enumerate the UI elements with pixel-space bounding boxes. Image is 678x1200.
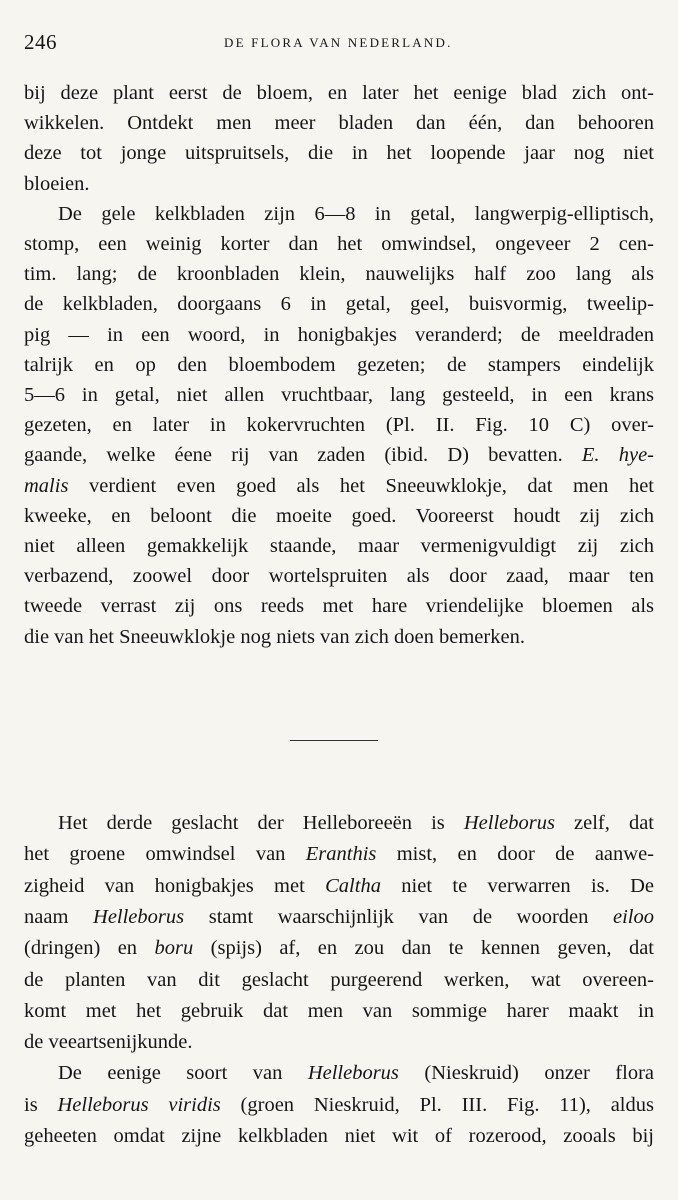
text-line <box>24 965 654 995</box>
running-head: DE FLORA VAN NEDERLAND. <box>224 35 453 50</box>
section-divider <box>290 740 378 741</box>
text-segment: is <box>24 1093 58 1116</box>
text-line <box>24 259 654 289</box>
text-segment: wikkelen. Ontdekt men meer bladen dan één, dan behooren <box>24 112 654 135</box>
text-segment: De eenige soort van <box>58 1062 308 1085</box>
text-segment: (groen Nieskruid, Pl. III. Fig. 11), aldus <box>220 1093 654 1116</box>
text-line <box>24 1058 654 1088</box>
text-segment: deze tot jonge uitspruitsels, die in het loopende jaar nog niet <box>24 142 654 165</box>
text-segment: de veeartsenijkunde. <box>24 1031 193 1054</box>
italic-term: Eranthis <box>305 843 377 866</box>
text-segment: (dringen) en <box>24 937 155 960</box>
text-line <box>24 871 654 901</box>
italic-term: Helleborus <box>463 812 555 834</box>
text-segment: (spijs) af, en zou dan te kennen geven, dat <box>193 937 654 960</box>
text-segment: 5—6 in getal, niet allen vruchtbaar, lang gesteeld, in een krans <box>24 384 654 406</box>
text-line <box>24 410 654 440</box>
text-segment: tweede verrast zij ons reeds met hare vriendelijke bloemen als <box>24 595 654 618</box>
italic-term: Helleborus viridis <box>57 1093 221 1116</box>
text-segment: het groene omwindsel van <box>24 843 306 866</box>
italic-term: E. hye- <box>581 444 655 467</box>
text-line <box>24 531 654 561</box>
text-segment: stomp, een weinig korter dan het omwindsel, ongeveer 2 cen- <box>24 233 654 255</box>
text-segment: die van het Sneeuwklokje nog niets van zich doen bemerken. <box>24 625 525 648</box>
text-segment: bij deze plant eerst de bloem, en later het eenige blad zich ont- <box>24 82 654 104</box>
text-segment: talrijk en op den bloembodem gezeten; de stampers eindelijk <box>24 353 654 376</box>
text-line <box>24 440 654 470</box>
text-line <box>24 169 654 199</box>
text-segment: gezeten, en later in kokervruchten (Pl. II. Fig. 10 C) over- <box>24 414 654 437</box>
italic-term: boru <box>154 937 194 960</box>
text-segment: gaande, welke éene rij van zaden (ibid. D) bevatten. <box>24 444 582 467</box>
text-segment: (Nieskruid) onzer flora <box>398 1062 654 1085</box>
italic-term: malis <box>24 474 69 497</box>
text-segment: de kelkbladen, doorgaans 6 in getal, geel, buisvormig, tweelip- <box>24 293 654 316</box>
text-line <box>24 471 654 501</box>
text-segment: stamt waarschijnlijk van de woorden <box>184 905 613 928</box>
text-line <box>24 320 654 350</box>
italic-term: Helleborus <box>93 905 185 928</box>
text-line <box>24 591 654 621</box>
text-line <box>24 78 654 108</box>
text-segment: pig — in een woord, in honigbakjes veranderd; de meeldraden <box>24 323 654 346</box>
text-segment: tim. lang; de kroonbladen klein, nauwelijks half zoo lang als <box>24 263 654 286</box>
text-line <box>24 1027 654 1057</box>
text-line <box>24 108 654 138</box>
text-segment: bloeien. <box>24 172 90 195</box>
text-segment: de planten van dit geslacht purgeerend werken, wat overeen- <box>24 968 654 991</box>
text-line <box>24 808 654 838</box>
italic-term: Caltha <box>325 874 381 897</box>
text-line <box>24 1090 654 1120</box>
text-segment: verbazend, zoowel door wortelspruiten als door zaad, maar ten <box>24 565 654 588</box>
text-segment: niet te verwarren is. De <box>380 874 654 897</box>
text-segment: De gele kelkbladen zijn 6—8 in getal, langwerpig-elliptisch, <box>58 202 654 225</box>
text-segment: mist, en door de aanwe- <box>376 843 654 866</box>
text-line <box>24 622 654 652</box>
text-segment: verdient even goed als het Sneeuwklokje, dat men het <box>68 474 654 497</box>
text-segment: zelf, dat <box>554 812 655 834</box>
text-line <box>24 199 654 229</box>
page-number: 246 <box>24 30 57 54</box>
text-line <box>24 902 654 932</box>
text-line <box>24 839 654 869</box>
text-line <box>24 289 654 319</box>
italic-term: Helleborus <box>307 1062 399 1085</box>
text-line <box>24 501 654 531</box>
text-segment: komt met het gebruik dat men van sommige harer maakt in <box>24 999 654 1022</box>
text-line <box>24 561 654 591</box>
text-segment: naam <box>24 905 94 928</box>
text-line <box>24 380 654 410</box>
text-line <box>24 229 654 259</box>
text-line <box>24 138 654 168</box>
page-header <box>24 30 654 54</box>
text-segment: kweeke, en beloont die moeite goed. Vooreerst houdt zij zich <box>24 504 654 527</box>
text-line <box>24 350 654 380</box>
italic-term: eiloo <box>613 905 654 928</box>
text-segment: niet alleen gemakkelijk staande, maar vermenigvuldigt zij zich <box>24 535 654 557</box>
text-line <box>24 933 654 963</box>
text-segment: geheeten omdat zijne kelkbladen niet wit of rozerood, zooals bij <box>24 1125 654 1147</box>
text-line <box>24 1121 654 1151</box>
text-segment: Het derde geslacht der Helleboreeën is <box>58 812 464 834</box>
text-line <box>24 996 654 1026</box>
text-segment: zigheid van honigbakjes met <box>24 874 326 897</box>
